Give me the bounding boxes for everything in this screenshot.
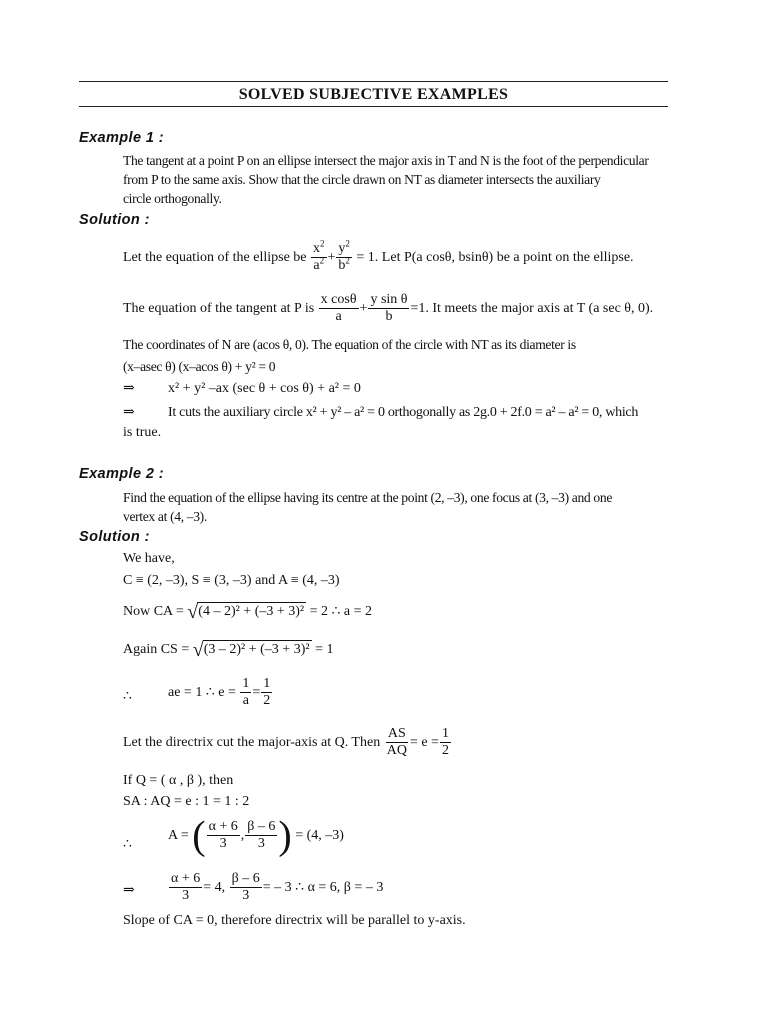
alpha-beta-solution-line: $\frac{\alpha + 6}{3}$ = 4, $\frac{\beta - 6}{3}$ = – 3 ∴ α = 6, β = – 3 [171,871,384,904]
example-1-solution-heading: Solution : [79,212,150,228]
example-1-problem-line-2: from P to the same axis. Show that the circle drawn on NT as diameter intersects the auxiliary [123,172,601,187]
ellipse-equation-line: Let the equation of the ellipse be $\frac{x^2}{a^2}$ + $\frac{y^2}{b^2}$ = 1. Let P(a cosθ, bsinθ) be a point on the ellipse. [123,238,634,274]
therefore-symbol-1: ∴ [123,689,132,704]
example-2-heading: Example 2 : [79,466,164,482]
tangent-equation-line: The equation of the tangent at P is $\frac{\text{x cosθ}}{a}$ + $\frac{\text{y sin θ}}{b}$ =1. It meets the major axis at T (a sec θ, 0). [123,292,654,325]
example-2-problem-line-1: Find the equation of the ellipse having its centre at the point (2, –3), one focus at (3, –3) and one [123,490,613,505]
example-1-heading: Example 1 : [79,130,164,146]
fraction-beta: $\frac{\beta - 6}{3}$ [247,819,276,852]
we-have-line: We have, [123,551,175,566]
example-1-problem-line-1: The tangent at a point P on an ellipse intersect the major axis in T and N is the foot of the perpendicular [123,153,649,168]
fraction-alpha: $\frac{\alpha + 6}{3}$ [208,819,238,852]
fraction-1-2: $\frac{1}{2}$ [263,676,271,709]
eccentricity-line: ae = 1 ∴ e = $\frac{1}{a}$ = $\frac{1}{2}$ [168,676,271,709]
slope-line: Slope of CA = 0, therefore directrix will be parallel to y-axis. [123,913,466,928]
example-1-problem-line-3: circle orthogonally. [123,191,222,206]
radical-sign: √ [192,639,204,661]
fraction-1-2: $\frac{1}{2}$ [441,726,449,759]
therefore-symbol-2: ∴ [123,837,132,852]
circle-equation-line: (x–asec θ) (x–acos θ) + y² = 0 [123,359,276,374]
fraction-ysin-b: $\frac{\text{y sin θ}}{b}$ [370,292,408,325]
cs-distance-line: Again CS = √(3 – 2)² + (–3 + 3)² = 1 [123,639,334,661]
ca-distance-line: Now CA = √(4 – 2)² + (–3 + 3)² = 2 ∴ a = 2 [123,601,373,623]
fraction-xcos-a: $\frac{\text{x cosθ}}{a}$ [320,292,357,325]
orthogonal-condition-line: It cuts the auxiliary circle x² + y² – a² = 0 orthogonally as 2g.0 + 2f.0 = a² – a² = 0, which [168,405,639,420]
conclusion-line: is true. [123,425,162,440]
fraction-1-a: $\frac{1}{a}$ [242,676,250,709]
expanded-circle-equation: x² + y² –ax (sec θ + cos θ) + a² = 0 [168,381,361,396]
radical-sign: √ [187,601,199,623]
ratio-line: SA : AQ = e : 1 = 1 : 2 [123,794,250,809]
implies-arrow-2: ⇒ [123,404,135,420]
top-rule [79,81,668,82]
fraction-as-aq: $\frac{AS}{AQ}$ [386,726,407,759]
directrix-ratio-line: Let the directrix cut the major-axis at Q. Then $\frac{AS}{AQ}$ = e = $\frac{1}{2}$ [123,726,449,759]
example-2-problem-line-2: vertex at (4, –3). [123,509,207,524]
section-formula-line: A = ( $\frac{\alpha + 6}{3}$ , $\frac{\beta - 6}{3}$ ) = (4, –3) [168,812,344,858]
title-rule [79,106,668,107]
fraction-y2-b2: $\frac{y^2}{b^2}$ [338,238,350,274]
implies-arrow-1: ⇒ [123,380,135,396]
q-definition-line: If Q = ( α , β ), then [123,773,234,788]
points-line: C ≡ (2, –3), S ≡ (3, –3) and A ≡ (4, –3) [123,573,340,588]
page-title: SOLVED SUBJECTIVE EXAMPLES [238,86,509,103]
fraction-alpha: $\frac{\alpha + 6}{3}$ [171,871,201,904]
fraction-x2-a2: $\frac{x^2}{a^2}$ [313,238,325,274]
coordinates-of-n-line: The coordinates of N are (acos θ, 0). The equation of the circle with NT as its diameter is [123,337,576,352]
example-2-solution-heading: Solution : [79,529,150,545]
fraction-beta: $\frac{\beta - 6}{3}$ [231,871,260,904]
implies-arrow-3: ⇒ [123,882,135,898]
